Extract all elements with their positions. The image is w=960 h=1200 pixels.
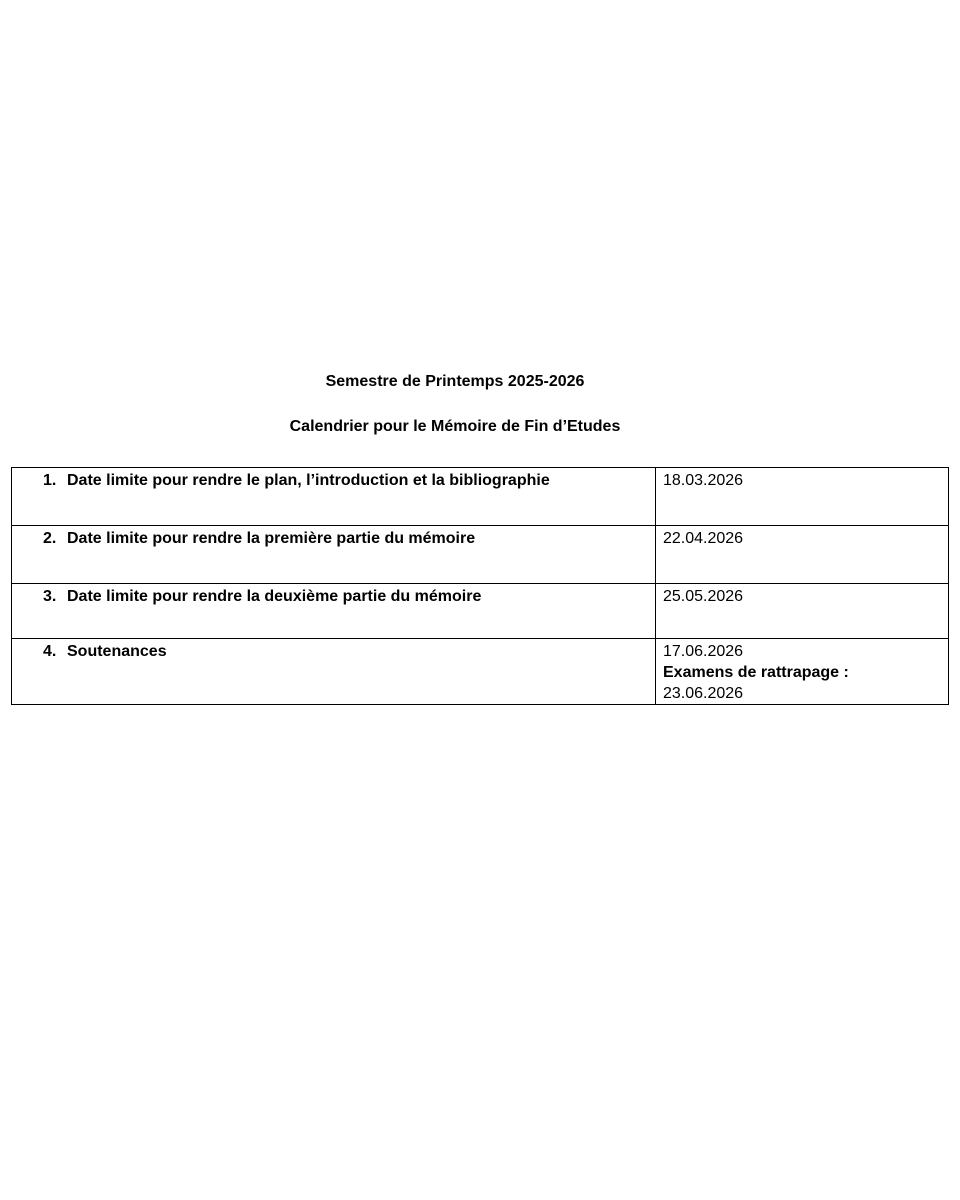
schedule-table <box>11 467 949 705</box>
table-row <box>12 526 949 584</box>
task-number: 2. <box>43 530 57 547</box>
task-label: Date limite pour rendre le plan, l’introduction et la bibliographie <box>67 472 550 489</box>
task-cell <box>12 584 656 639</box>
task-number: 1. <box>43 472 57 489</box>
task-cell <box>12 526 656 584</box>
task-number: 3. <box>43 588 57 605</box>
resit-exams-date: 23.06.2026 <box>663 685 744 702</box>
task-label: Date limite pour rendre la deuxième partie du mémoire <box>67 588 482 605</box>
task-label: Date limite pour rendre la première partie du mémoire <box>67 530 476 547</box>
deadline-date: 17.06.2026 <box>663 643 744 660</box>
date-cell <box>656 468 949 526</box>
date-cell <box>656 526 949 584</box>
table-row <box>12 584 949 639</box>
table-row <box>12 639 949 705</box>
deadline-date: 18.03.2026 <box>663 472 744 489</box>
calendar-title: Calendrier pour le Mémoire de Fin d’Etudes <box>289 418 621 435</box>
task-label: Soutenances <box>67 643 167 660</box>
task-cell <box>12 468 656 526</box>
task-cell <box>12 639 656 705</box>
deadline-date: 25.05.2026 <box>663 588 744 605</box>
table-row <box>12 468 949 526</box>
task-number: 4. <box>43 643 57 660</box>
deadline-date: 22.04.2026 <box>663 530 744 547</box>
resit-exams-label: Examens de rattrapage : <box>663 664 849 681</box>
semester-heading: Semestre de Printemps 2025-2026 <box>325 373 585 390</box>
date-cell <box>656 584 949 639</box>
date-cell <box>656 639 949 705</box>
